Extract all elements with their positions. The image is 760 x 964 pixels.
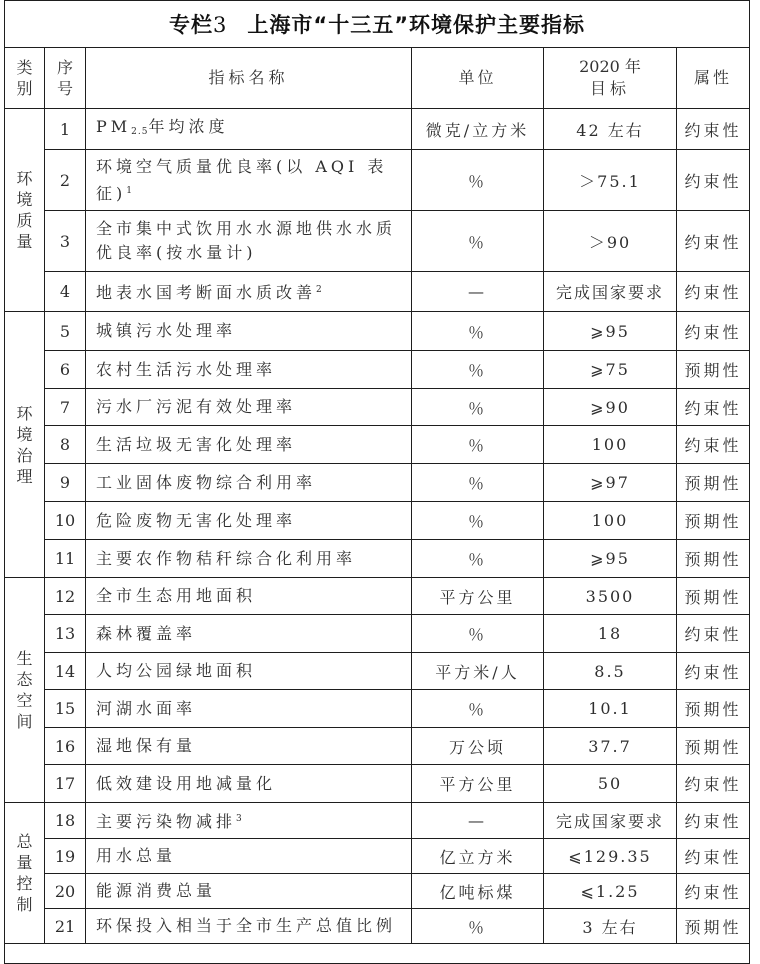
table-row bbox=[5, 312, 750, 351]
indicator-unit: ％ bbox=[412, 464, 544, 502]
row-number: 17 bbox=[45, 765, 86, 803]
indicator-attribute: 预期性 bbox=[677, 728, 750, 765]
header-name: 指标名称 bbox=[86, 48, 412, 109]
indicator-name: 城镇污水处理率 bbox=[86, 312, 412, 351]
table-row bbox=[5, 803, 750, 839]
indicator-unit: ％ bbox=[412, 615, 544, 653]
indicator-name: 污水厂污泥有效处理率 bbox=[86, 389, 412, 426]
indicator-attribute: 约束性 bbox=[677, 426, 750, 464]
indicator-name: 能源消费总量 bbox=[86, 874, 412, 909]
indicator-target: 100 bbox=[544, 426, 677, 464]
indicator-attribute: 预期性 bbox=[677, 909, 750, 944]
indicator-name: 危险废物无害化处理率 bbox=[86, 502, 412, 540]
indicator-target: 完成国家要求 bbox=[544, 272, 677, 312]
indicator-unit: ％ bbox=[412, 211, 544, 272]
table-row bbox=[5, 389, 750, 426]
table-row bbox=[5, 272, 750, 312]
indicator-name: 主要污染物减排$^3$ bbox=[86, 803, 412, 839]
title-text: 上海市“十三五”环境保护主要指标 bbox=[247, 13, 586, 37]
header-target: 2020 年 目标 bbox=[544, 48, 677, 109]
row-number: 3 bbox=[45, 211, 86, 272]
header-unit: 单位 bbox=[412, 48, 544, 109]
indicator-attribute: 预期性 bbox=[677, 540, 750, 578]
table-row bbox=[5, 839, 750, 874]
indicator-table bbox=[4, 0, 750, 964]
table-footer-cell bbox=[5, 944, 750, 964]
indicator-name: 环保投入相当于全市生产总值比例 bbox=[86, 909, 412, 944]
category-cell: 环境质量 bbox=[5, 109, 45, 312]
indicator-target: ＞75.1 bbox=[544, 150, 677, 211]
table-row bbox=[5, 653, 750, 690]
indicator-unit: ％ bbox=[412, 909, 544, 944]
indicator-name: 生活垃圾无害化处理率 bbox=[86, 426, 412, 464]
row-number: 5 bbox=[45, 312, 86, 351]
indicator-unit: ％ bbox=[412, 502, 544, 540]
indicator-name: 低效建设用地减量化 bbox=[86, 765, 412, 803]
category-cell: 总量控制 bbox=[5, 803, 45, 944]
table-row bbox=[5, 765, 750, 803]
indicator-attribute: 预期性 bbox=[677, 464, 750, 502]
indicator-target: ⩾75 bbox=[544, 351, 677, 389]
row-number: 14 bbox=[45, 653, 86, 690]
indicator-target: 3 左右 bbox=[544, 909, 677, 944]
indicator-name: 用水总量 bbox=[86, 839, 412, 874]
indicator-attribute: 约束性 bbox=[677, 839, 750, 874]
indicator-attribute: 预期性 bbox=[677, 578, 750, 615]
title-prefix: 专栏 bbox=[169, 13, 214, 37]
indicator-target: ⩾95 bbox=[544, 540, 677, 578]
indicator-unit: ％ bbox=[412, 389, 544, 426]
indicator-attribute: 约束性 bbox=[677, 389, 750, 426]
indicator-name: $PM_{2.5}$年均浓度 bbox=[86, 109, 412, 150]
indicator-attribute: 预期性 bbox=[677, 690, 750, 728]
row-number: 20 bbox=[45, 874, 86, 909]
indicator-attribute: 约束性 bbox=[677, 211, 750, 272]
title-row bbox=[5, 1, 750, 48]
indicator-name: 农村生活污水处理率 bbox=[86, 351, 412, 389]
indicator-unit: 亿立方米 bbox=[412, 839, 544, 874]
indicator-name: 森林覆盖率 bbox=[86, 615, 412, 653]
indicator-name: 河湖水面率 bbox=[86, 690, 412, 728]
indicator-attribute: 预期性 bbox=[677, 351, 750, 389]
title-number: 3 bbox=[213, 13, 228, 37]
footnote-marker: 2 bbox=[316, 285, 322, 295]
indicator-attribute: 约束性 bbox=[677, 765, 750, 803]
indicator-name: 环境空气质量优良率(以 AQI 表征)$^1$ bbox=[86, 150, 412, 211]
row-number: 2 bbox=[45, 150, 86, 211]
indicator-name: 全市集中式饮用水水源地供水水质优良率(按水量计) bbox=[86, 211, 412, 272]
header-row bbox=[5, 48, 750, 109]
row-number: 1 bbox=[45, 109, 86, 150]
indicator-unit: — bbox=[412, 803, 544, 839]
indicator-target: 8.5 bbox=[544, 653, 677, 690]
indicator-unit: — bbox=[412, 272, 544, 312]
row-number: 15 bbox=[45, 690, 86, 728]
row-number: 4 bbox=[45, 272, 86, 312]
indicator-target: ⩾97 bbox=[544, 464, 677, 502]
table-row bbox=[5, 426, 750, 464]
table-row bbox=[5, 909, 750, 944]
indicator-name: 人均公园绿地面积 bbox=[86, 653, 412, 690]
indicator-target: 37.7 bbox=[544, 728, 677, 765]
indicator-unit: 万公顷 bbox=[412, 728, 544, 765]
row-number: 21 bbox=[45, 909, 86, 944]
indicator-unit: 亿吨标煤 bbox=[412, 874, 544, 909]
header-category: 类别 bbox=[5, 48, 45, 109]
table-row bbox=[5, 150, 750, 211]
indicator-target: 完成国家要求 bbox=[544, 803, 677, 839]
indicator-name: 全市生态用地面积 bbox=[86, 578, 412, 615]
footnote-marker: 1 bbox=[126, 185, 132, 196]
indicator-attribute: 约束性 bbox=[677, 150, 750, 211]
table-row bbox=[5, 540, 750, 578]
row-number: 6 bbox=[45, 351, 86, 389]
row-number: 9 bbox=[45, 464, 86, 502]
header-attribute: 属性 bbox=[677, 48, 750, 109]
indicator-target: 18 bbox=[544, 615, 677, 653]
indicator-unit: ％ bbox=[412, 540, 544, 578]
row-number: 7 bbox=[45, 389, 86, 426]
row-number: 16 bbox=[45, 728, 86, 765]
indicator-attribute: 约束性 bbox=[677, 109, 750, 150]
indicator-unit: 平方公里 bbox=[412, 578, 544, 615]
indicator-name: 工业固体废物综合利用率 bbox=[86, 464, 412, 502]
indicator-unit: 平方米/人 bbox=[412, 653, 544, 690]
row-number: 11 bbox=[45, 540, 86, 578]
indicator-name: 地表水国考断面水质改善$^2$ bbox=[86, 272, 412, 312]
indicator-target: ⩽1.25 bbox=[544, 874, 677, 909]
indicator-attribute: 约束性 bbox=[677, 653, 750, 690]
category-cell: 生态空间 bbox=[5, 578, 45, 803]
footnote-marker: 3 bbox=[236, 814, 242, 824]
indicator-unit: ％ bbox=[412, 426, 544, 464]
indicator-unit: 微克/立方米 bbox=[412, 109, 544, 150]
table-row bbox=[5, 615, 750, 653]
table-title bbox=[5, 1, 750, 48]
header-seq: 序号 bbox=[45, 48, 86, 109]
indicator-name: 湿地保有量 bbox=[86, 728, 412, 765]
indicator-unit: 平方公里 bbox=[412, 765, 544, 803]
table-row bbox=[5, 874, 750, 909]
indicator-target: 10.1 bbox=[544, 690, 677, 728]
table-row bbox=[5, 351, 750, 389]
table-row bbox=[5, 728, 750, 765]
indicator-attribute: 约束性 bbox=[677, 312, 750, 351]
category-cell: 环境治理 bbox=[5, 312, 45, 578]
indicator-attribute: 约束性 bbox=[677, 615, 750, 653]
indicator-sheet bbox=[4, 0, 750, 964]
indicator-attribute: 约束性 bbox=[677, 272, 750, 312]
row-number: 19 bbox=[45, 839, 86, 874]
indicator-target: 42 左右 bbox=[544, 109, 677, 150]
table-row bbox=[5, 211, 750, 272]
indicator-attribute: 预期性 bbox=[677, 502, 750, 540]
indicator-unit: ％ bbox=[412, 312, 544, 351]
indicator-target: 100 bbox=[544, 502, 677, 540]
indicator-target: ⩾90 bbox=[544, 389, 677, 426]
indicator-unit: ％ bbox=[412, 690, 544, 728]
table-row bbox=[5, 109, 750, 150]
indicator-unit: ％ bbox=[412, 150, 544, 211]
table-row bbox=[5, 578, 750, 615]
indicator-attribute: 约束性 bbox=[677, 874, 750, 909]
indicator-target: 3500 bbox=[544, 578, 677, 615]
indicator-target: ⩽129.35 bbox=[544, 839, 677, 874]
indicator-unit: ％ bbox=[412, 351, 544, 389]
indicator-target: ⩾95 bbox=[544, 312, 677, 351]
row-number: 12 bbox=[45, 578, 86, 615]
table-row bbox=[5, 690, 750, 728]
row-number: 18 bbox=[45, 803, 86, 839]
row-number: 10 bbox=[45, 502, 86, 540]
indicator-attribute: 约束性 bbox=[677, 803, 750, 839]
table-row bbox=[5, 464, 750, 502]
table-footer-row bbox=[5, 944, 750, 964]
row-number: 8 bbox=[45, 426, 86, 464]
indicator-target: 50 bbox=[544, 765, 677, 803]
indicator-name: 主要农作物秸秆综合化利用率 bbox=[86, 540, 412, 578]
indicator-target: ＞90 bbox=[544, 211, 677, 272]
table-row bbox=[5, 502, 750, 540]
row-number: 13 bbox=[45, 615, 86, 653]
